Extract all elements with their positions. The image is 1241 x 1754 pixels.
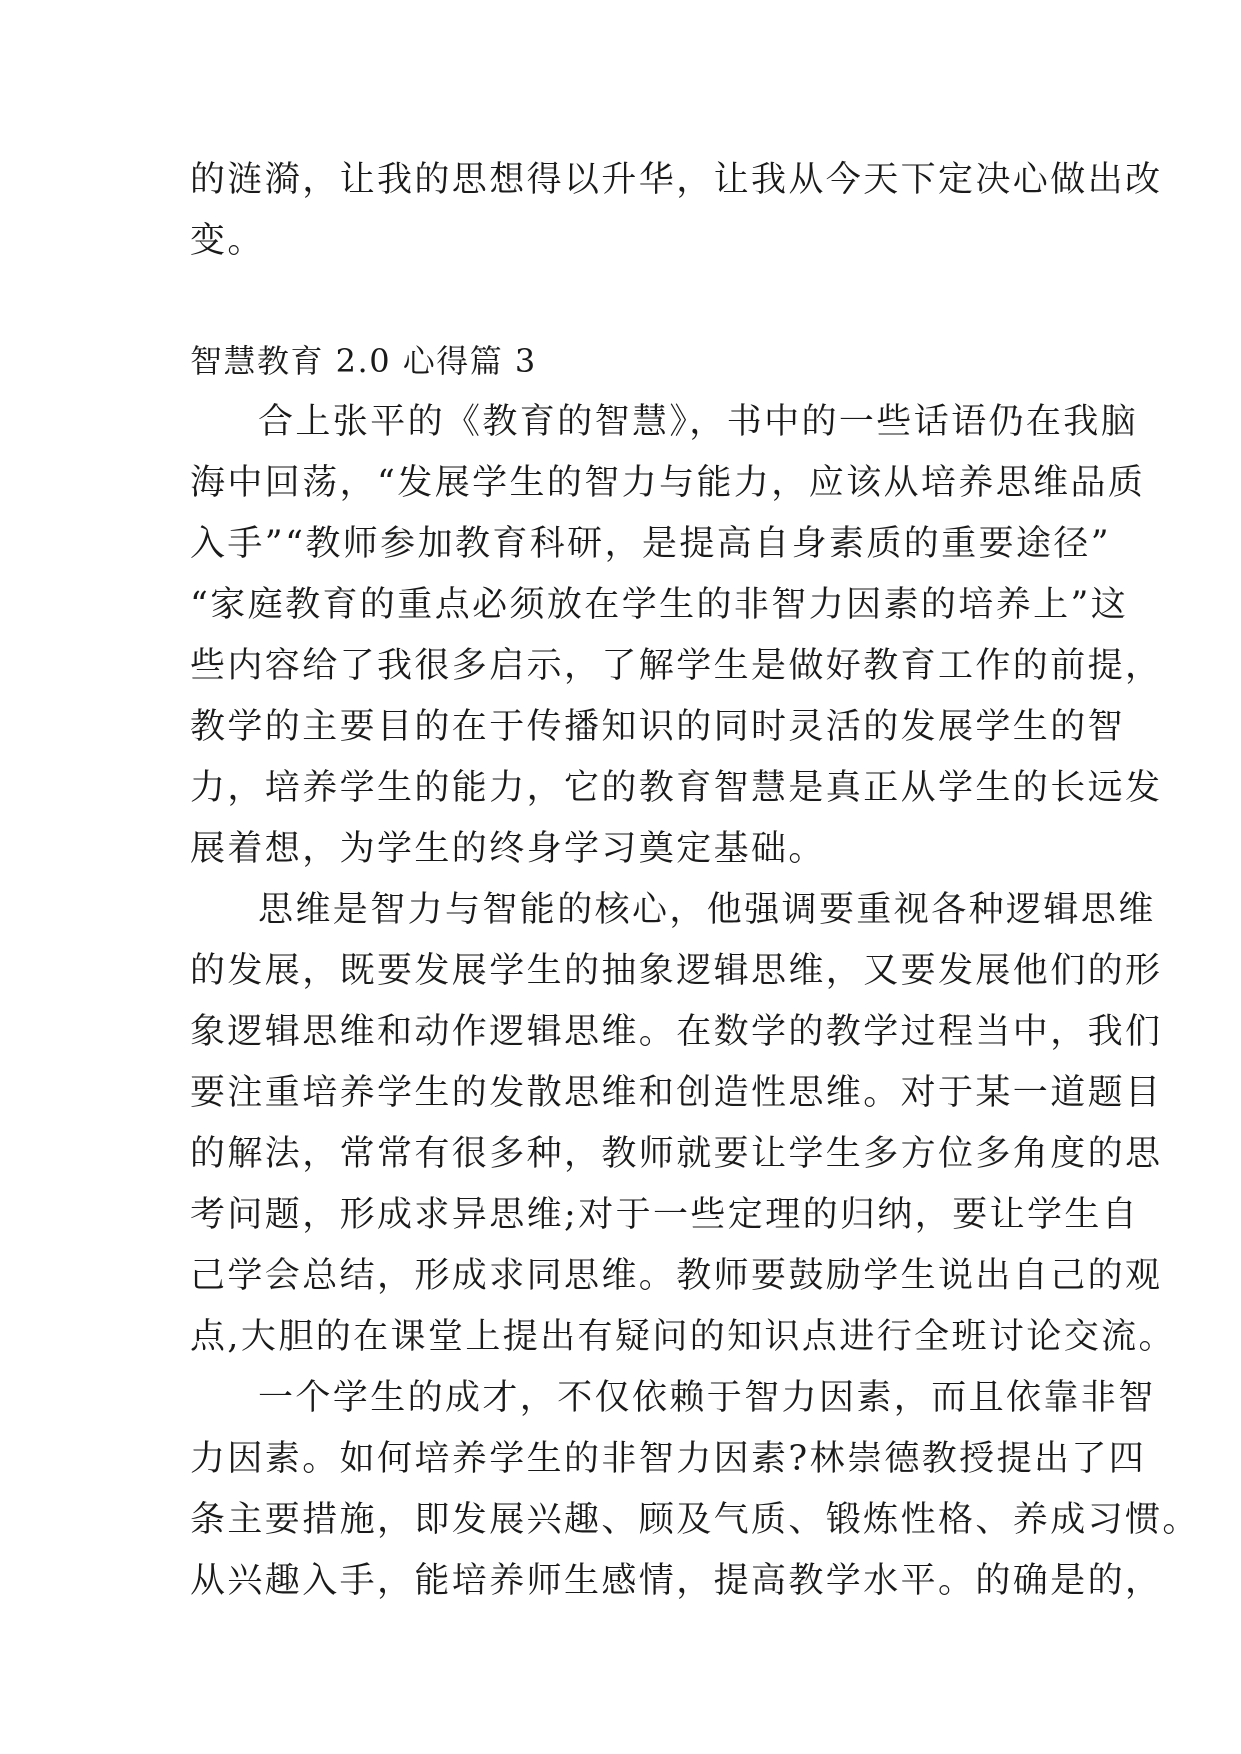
text-line: 的解法，常常有很多种，教师就要让学生多方位多角度的思 xyxy=(190,1134,1163,1174)
text-line: 教学的主要目的在于传播知识的同时灵活的发展学生的智 xyxy=(190,707,1126,747)
text-line: 从兴趣入手，能培养师生感情，提高教学水平。的确是的， xyxy=(190,1561,1163,1601)
paragraph-2 xyxy=(190,880,1176,1368)
text-line: 一个学生的成才，不仅依赖于智力因素，而且依靠非智 xyxy=(258,1378,1156,1418)
text-line: 些内容给了我很多启示，了解学生是做好教育工作的前提， xyxy=(190,646,1163,686)
text-line: 合上张平的《教育的智慧》，书中的一些话语仍在我脑 xyxy=(258,402,1139,442)
text-line: 展着想，为学生的终身学习奠定基础。 xyxy=(190,829,826,869)
text-line: 变。 xyxy=(190,221,265,261)
text-line: 力，培养学生的能力，它的教育智慧是真正从学生的长远发 xyxy=(190,768,1163,808)
continuation-text xyxy=(190,150,1163,272)
text-line: “家庭教育的重点必须放在学生的非智力因素的培养上”这 xyxy=(190,585,1129,625)
text-line: 要注重培养学生的发散思维和创造性思维。对于某一道题目 xyxy=(190,1073,1163,1113)
paragraph-3 xyxy=(190,1368,1200,1612)
section-title-block xyxy=(190,331,1070,392)
text-line: 条主要措施，即发展兴趣、顾及气质、锻炼性格、养成习惯。 xyxy=(190,1500,1200,1540)
text-line: 思维是智力与智能的核心，他强调要重视各种逻辑思维 xyxy=(258,890,1156,930)
text-line: 点,大胆的在课堂上提出有疑问的知识点进行全班讨论交流。 xyxy=(190,1317,1176,1357)
text-line: 己学会总结，形成求同思维。教师要鼓励学生说出自己的观 xyxy=(190,1256,1163,1296)
section-title: 智慧教育 2.0 心得篇 3 xyxy=(190,342,537,380)
text-line: 力因素。如何培养学生的非智力因素?林崇德教授提出了四 xyxy=(190,1439,1147,1479)
text-line: 象逻辑思维和动作逻辑思维。在数学的教学过程当中，我们 xyxy=(190,1012,1163,1052)
text-line: 海中回荡，“发展学生的智力与能力，应该从培养思维品质 xyxy=(190,463,1146,503)
text-line: 入手”“教师参加教育科研，是提高自身素质的重要途径” xyxy=(190,524,1112,564)
text-line: 的发展，既要发展学生的抽象逻辑思维，又要发展他们的形 xyxy=(190,951,1163,991)
text-line: 的涟漪，让我的思想得以升华，让我从今天下定决心做出改 xyxy=(190,160,1163,200)
text-line: 考问题，形成求异思维;对于一些定理的归纳，要让学生自 xyxy=(190,1195,1140,1235)
paragraph-1 xyxy=(190,392,1163,880)
